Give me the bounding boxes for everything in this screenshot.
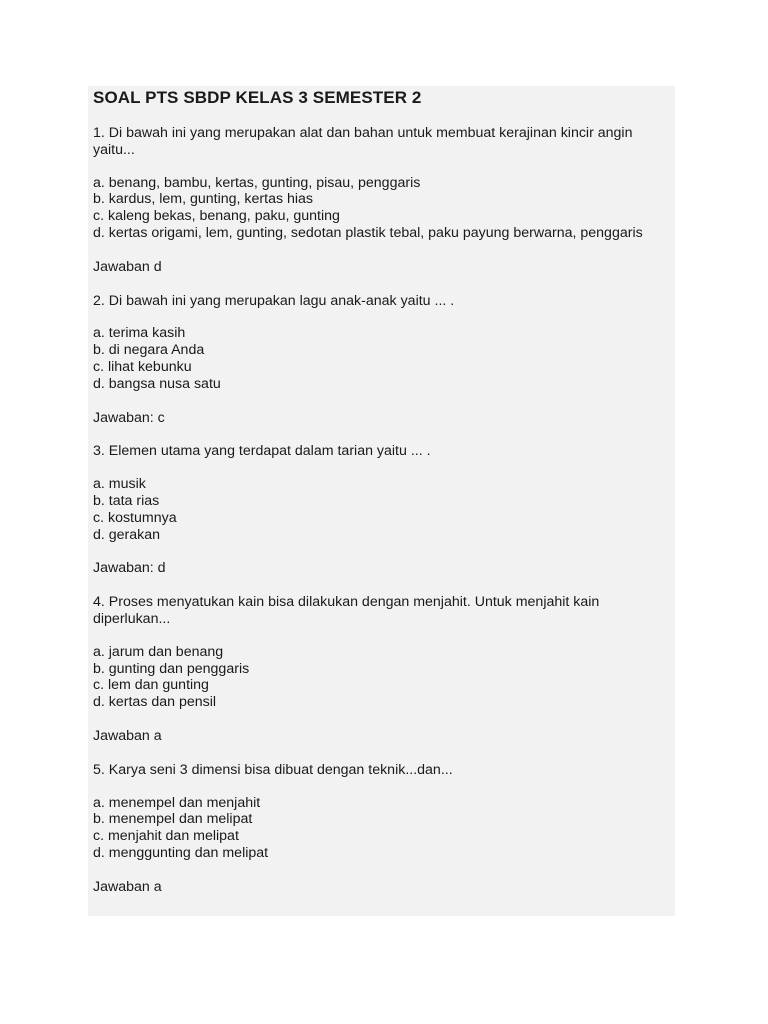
- option-item: c. kaleng bekas, benang, paku, gunting: [93, 208, 340, 225]
- option-item: c. lihat kebunku: [93, 358, 192, 375]
- option-item: a. musik: [93, 476, 146, 493]
- option-item: b. di negara Anda: [93, 342, 205, 359]
- answer-text: Jawaban d: [93, 258, 162, 275]
- question-2: [93, 293, 675, 427]
- question-text: 3. Elemen utama yang terdapat dalam tarian yaitu ... .: [93, 443, 431, 460]
- question-text: 4. Proses menyatukan kain bisa dilakukan dengan menjahit. Untuk menjahit kain diperlukan...: [93, 594, 600, 627]
- answer-text: Jawaban: c: [93, 409, 165, 426]
- option-item: d. gerakan: [93, 526, 161, 543]
- option-item: c. kostumnya: [93, 509, 177, 526]
- document-title: SOAL PTS SBDP KELAS 3 SEMESTER 2: [93, 88, 422, 107]
- option-list: [93, 175, 675, 242]
- option-item: d. kertas dan pensil: [93, 694, 217, 711]
- document-content: [88, 86, 675, 916]
- question-text: 1. Di bawah ini yang merupakan alat dan bahan untuk membuat kerajinan kincir angin yaitu...: [93, 125, 633, 158]
- option-item: b. kardus, lem, gunting, kertas hias: [93, 191, 314, 208]
- option-item: a. jarum dan benang: [93, 643, 224, 660]
- option-list: [93, 795, 675, 862]
- option-item: a. menempel dan menjahit: [93, 794, 261, 811]
- option-item: b. tata rias: [93, 492, 160, 509]
- option-item: c. lem dan gunting: [93, 677, 209, 694]
- question-3: [93, 443, 675, 577]
- answer-text: Jawaban a: [93, 878, 162, 895]
- option-item: d. kertas origami, lem, gunting, sedotan plastik tebal, paku payung berwarna, penggaris: [93, 224, 643, 241]
- option-item: c. menjahit dan melipat: [93, 828, 239, 845]
- option-item: d. bangsa nusa satu: [93, 375, 221, 392]
- option-list: [93, 476, 675, 543]
- answer-text: Jawaban: d: [93, 560, 166, 577]
- option-item: a. benang, bambu, kertas, gunting, pisau, penggaris: [93, 174, 421, 191]
- option-item: d. menggunting dan melipat: [93, 844, 269, 861]
- question-5: [93, 762, 675, 896]
- option-item: b. menempel dan melipat: [93, 811, 253, 828]
- option-item: a. terima kasih: [93, 325, 186, 342]
- answer-text: Jawaban a: [93, 727, 162, 744]
- option-item: b. gunting dan penggaris: [93, 660, 250, 677]
- question-text: 5. Karya seni 3 dimensi bisa dibuat dengan teknik...dan...: [93, 761, 453, 778]
- question-text: 2. Di bawah ini yang merupakan lagu anak-anak yaitu ... .: [93, 292, 455, 309]
- question-4: [93, 594, 675, 745]
- option-list: [93, 325, 675, 392]
- question-1: [93, 125, 675, 276]
- option-list: [93, 644, 675, 711]
